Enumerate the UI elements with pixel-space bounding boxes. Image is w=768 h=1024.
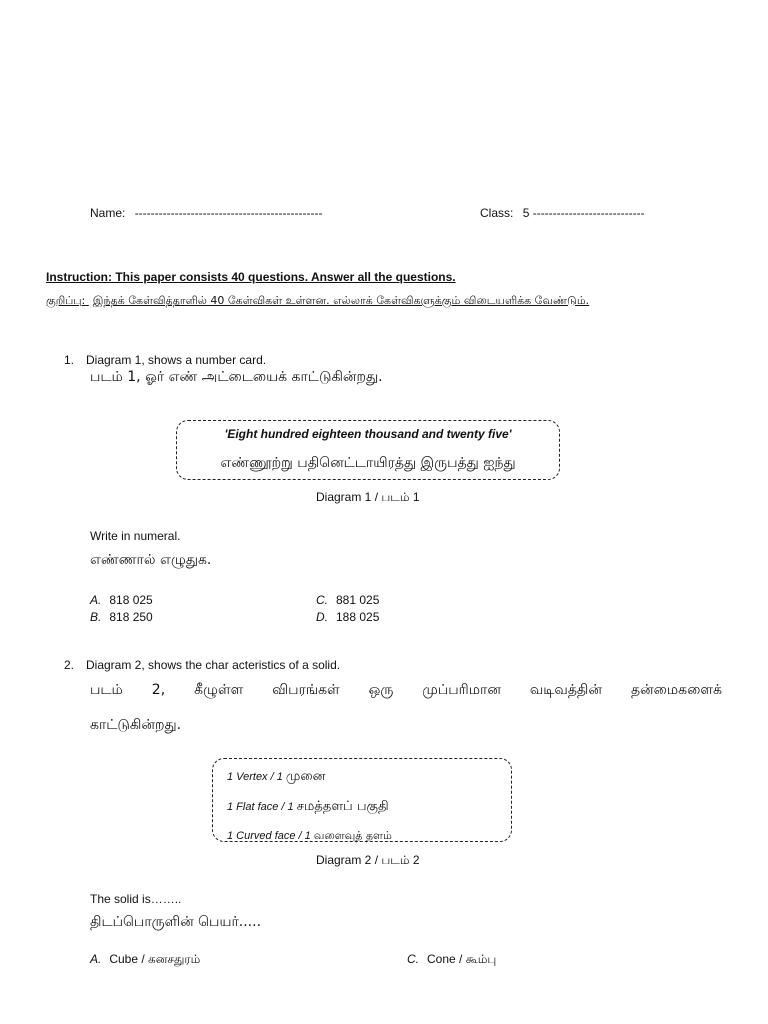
q1-option-a[interactable] (90, 593, 153, 607)
q2-ta-word: விபரங்கள் (272, 682, 340, 698)
card-line-vertex (227, 769, 325, 785)
option-letter: D. (316, 610, 328, 624)
q2-ta-word: வடிவத்தின் (529, 682, 602, 698)
name-field (90, 206, 323, 220)
q2-ta-word: ஒரு (368, 682, 394, 698)
q2-text-ta (90, 682, 722, 700)
option-letter: A. (90, 593, 102, 607)
option-value: 881 025 (336, 593, 380, 607)
q1-prompt-en: Write in numeral. (90, 529, 181, 543)
q1-caption: Diagram 1 / படம் 1 (316, 490, 420, 504)
card-line-ta: முனை (285, 769, 326, 784)
option-value: Cube / கனசதுரம் (109, 952, 201, 966)
q2-option-c[interactable] (407, 952, 496, 968)
q2-prompt-en: The solid is…….. (90, 892, 182, 906)
q2-ta-word: தன்மைகளைக் (630, 682, 722, 698)
q2-caption: Diagram 2 / படம் 2 (316, 853, 420, 867)
card-line-en: 1 Flat face / 1 (227, 801, 294, 813)
option-letter: B. (90, 610, 102, 624)
card-line-en: 1 Vertex / 1 (227, 771, 283, 783)
q1-option-d[interactable] (316, 610, 379, 624)
instruction-ta-prefix: குறிப்பு: (46, 294, 86, 307)
q2-ta-word: கீழுள்ள (194, 682, 244, 698)
card-line-ta: சமத்தளப் பகுதி (296, 799, 389, 814)
name-label: Name: (90, 206, 126, 220)
q1-option-c[interactable] (316, 593, 379, 607)
option-value: 188 025 (336, 610, 380, 624)
class-label: Class: (480, 206, 514, 220)
name-line: ----------------------------------------------- (134, 206, 323, 220)
option-letter: C. (316, 593, 328, 607)
q1-text-ta: படம் 1, ஓர் எண் அட்டையைக் காட்டுகின்றது. (90, 369, 383, 385)
q1-option-b[interactable] (90, 610, 153, 624)
option-value: Cone / கூம்பு (427, 952, 497, 966)
card-line-curved-face (227, 829, 392, 844)
option-letter: A. (90, 952, 102, 966)
q1-number: 1. (64, 353, 75, 367)
card-line-en: 1 Curved face / 1 (227, 830, 311, 842)
card-line-flat-face (227, 799, 389, 815)
q1-text-en: Diagram 1, shows a number card. (86, 353, 267, 367)
number-card-ta: எண்ணூற்று பதினெட்டாயிரத்து இருபத்து ஐந்து (220, 455, 516, 471)
q2-number: 2. (64, 658, 75, 672)
option-value: 818 025 (109, 593, 153, 607)
class-value: 5 ---------------------------- (522, 206, 645, 220)
q2-ta-word: படம் (90, 682, 123, 698)
q2-prompt-ta: திடப்பொருளின் பெயர்..... (90, 914, 262, 930)
q2-ta-word: 2, (151, 682, 166, 698)
q2-text-ta-line2: காட்டுகின்றது. (90, 717, 182, 733)
q2-text-en: Diagram 2, shows the char acteristics of a solid. (86, 658, 341, 672)
number-card (176, 420, 560, 480)
q1-prompt-ta: எண்ணால் எழுதுக. (90, 552, 212, 568)
class-field (480, 206, 645, 220)
instruction-ta (46, 294, 589, 309)
instruction-ta-text: இந்தக் கேள்வித்தாளில் 40 கேள்விகள் உள்ளன. எல்லாக் கேள்விகளுக்கும் விடையளிக்க வேண்டும். (92, 294, 590, 307)
number-card-en: 'Eight hundred eighteen thousand and twenty five' (224, 427, 512, 441)
option-letter: C. (407, 952, 419, 966)
card-line-ta: வளைவுத் தளம் (313, 829, 392, 842)
q2-option-a[interactable] (90, 952, 200, 968)
option-value: 818 250 (109, 610, 153, 624)
q2-ta-word: முப்பரிமான (422, 682, 501, 698)
solid-characteristics-card (212, 758, 512, 842)
instruction-en: Instruction: This paper consists 40 questions. Answer all the questions. (46, 270, 456, 284)
